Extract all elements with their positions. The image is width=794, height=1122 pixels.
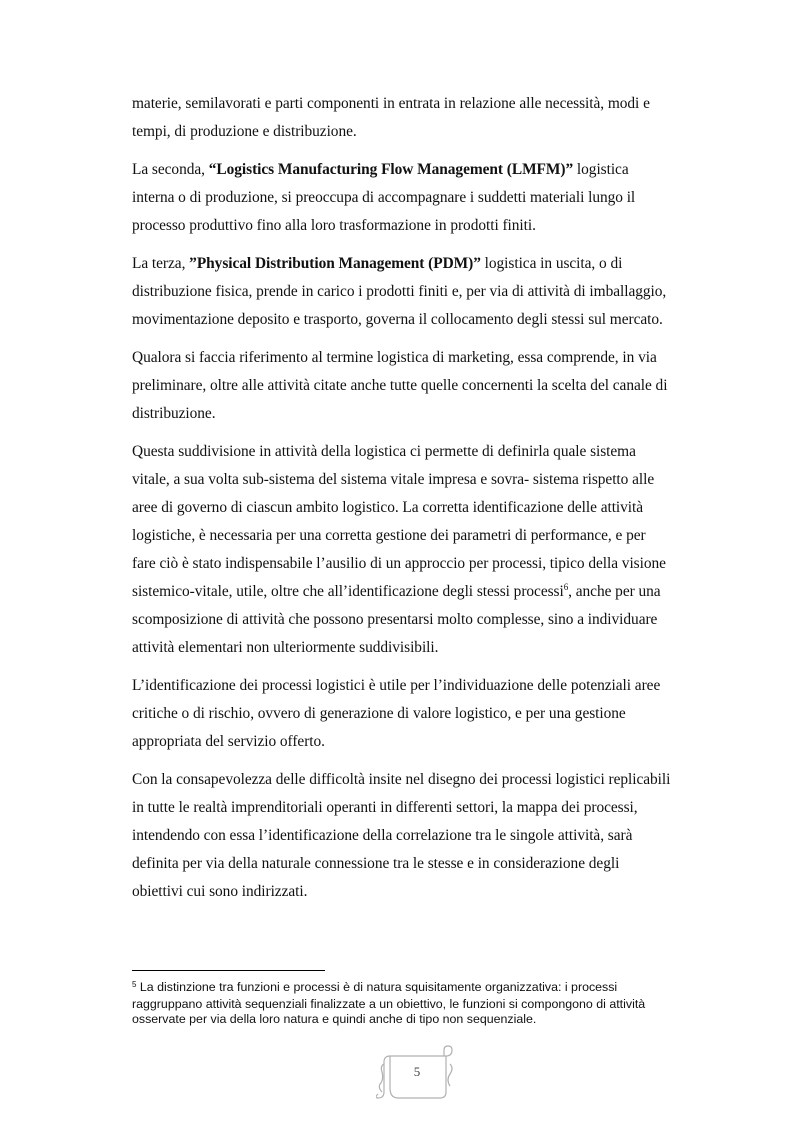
text-line — [132, 156, 700, 184]
text-line: intendendo con essa l’identificazione della correlazione tra le singole attività, sarà — [132, 827, 633, 844]
text-line: vitale, a sua volta sub-sistema del sistema vitale impresa e sovra- sistema rispetto alle — [132, 471, 655, 488]
footnote-line: raggruppano attività sequenziali finalizzate a un obiettivo, le funzioni si compongono di attività — [132, 996, 646, 1011]
text-line: fare ciò è stato indispensabile l’ausilio di un approccio per processi, tipico della visione — [132, 555, 666, 572]
text-line: tempi, di produzione e distribuzione. — [132, 123, 357, 140]
text-run: La distinzione tra funzioni e processi è di natura squisitamente organizzativa: i processi — [136, 980, 618, 994]
paragraph-2 — [132, 156, 700, 240]
page-number: 5 — [413, 1064, 421, 1079]
text-line: definita per via della naturale connessione tra le stesse e in considerazione degli — [132, 855, 620, 872]
pdm-term: ”Physical Distribution Management (PDM)” — [189, 255, 481, 272]
text-run: La seconda, — [132, 161, 209, 178]
text-run: , anche per una — [568, 583, 661, 600]
text-line: scomposizione di attività che possono presentarsi molto complesse, sino a individuare — [132, 611, 658, 628]
text-line: preliminare, oltre alle attività citate anche tutte quelle concernenti la scelta del canale di — [132, 377, 668, 394]
paragraph-3 — [132, 250, 700, 334]
text-line — [132, 578, 700, 606]
text-line: Questa suddivisione in attività della logistica ci permette di definirla quale sistema — [132, 443, 636, 460]
text-line: processo produttivo fino alla loro trasformazione in prodotti finiti. — [132, 217, 536, 234]
lmfm-term: “Logistics Manufacturing Flow Management (LMFM)” — [208, 161, 574, 178]
text-line: Qualora si faccia riferimento al termine logistica di marketing, essa comprende, in via — [132, 349, 657, 366]
text-line: L’identificazione dei processi logistici è utile per l’individuazione delle potenziali aree — [132, 677, 661, 694]
text-line: in tutte le realtà imprenditoriali operanti in differenti settori, la mappa dei processi, — [132, 799, 638, 816]
text-line: distribuzione fisica, prende in carico i prodotti finiti e, per via di attività di imballaggio, — [132, 283, 667, 300]
body-text — [132, 90, 700, 916]
text-run: logistica — [573, 161, 629, 178]
footnote-marker: 5 — [132, 980, 137, 989]
text-line: interna o di produzione, si preoccupa di accompagnare i suddetti materiali lungo il — [132, 189, 636, 206]
text-run: logistica in uscita, o di — [480, 255, 623, 272]
text-line — [132, 250, 700, 278]
paragraph-5 — [132, 438, 700, 662]
paragraph-4 — [132, 344, 700, 428]
page-number-badge — [376, 1044, 458, 1102]
text-line: distribuzione. — [132, 405, 216, 422]
paragraph-7 — [132, 766, 700, 906]
text-run: sistemico-vitale, utile, oltre che all’identificazione degli stessi processi — [132, 583, 564, 600]
text-line: movimentazione deposito e trasporto, governa il collocamento degli stessi sul mercato. — [132, 311, 663, 328]
text-line: appropriata del servizio offerto. — [132, 733, 325, 750]
paragraph-6 — [132, 672, 700, 756]
text-line: critiche o di rischio, ovvero di generazione di valore logistico, e per una gestione — [132, 705, 626, 722]
text-line: materie, semilavorati e parti componenti in entrata in relazione alle necessità, modi e — [132, 95, 650, 112]
footnote-separator — [132, 970, 325, 971]
text-line: attività elementari non ulteriormente suddivisibili. — [132, 639, 439, 656]
text-run: La terza, — [132, 255, 190, 272]
footnote-line: osservate per via della loro natura e quindi anche di tipo non sequenziale. — [132, 1012, 537, 1026]
text-line: aree di governo di ciascun ambito logistico. La corretta identificazione delle attività — [132, 499, 644, 516]
text-line: logistiche, è necessaria per una corretta gestione dei parametri di performance, e per — [132, 527, 646, 544]
text-line: Con la consapevolezza delle difficoltà insite nel disegno dei processi logistici replicabili — [132, 771, 671, 788]
footnote-reference[interactable]: 6 — [563, 582, 569, 592]
footnote-line — [132, 980, 712, 997]
footnote — [132, 980, 712, 1028]
text-line: obiettivi cui sono indirizzati. — [132, 883, 308, 900]
paragraph-1 — [132, 90, 700, 146]
